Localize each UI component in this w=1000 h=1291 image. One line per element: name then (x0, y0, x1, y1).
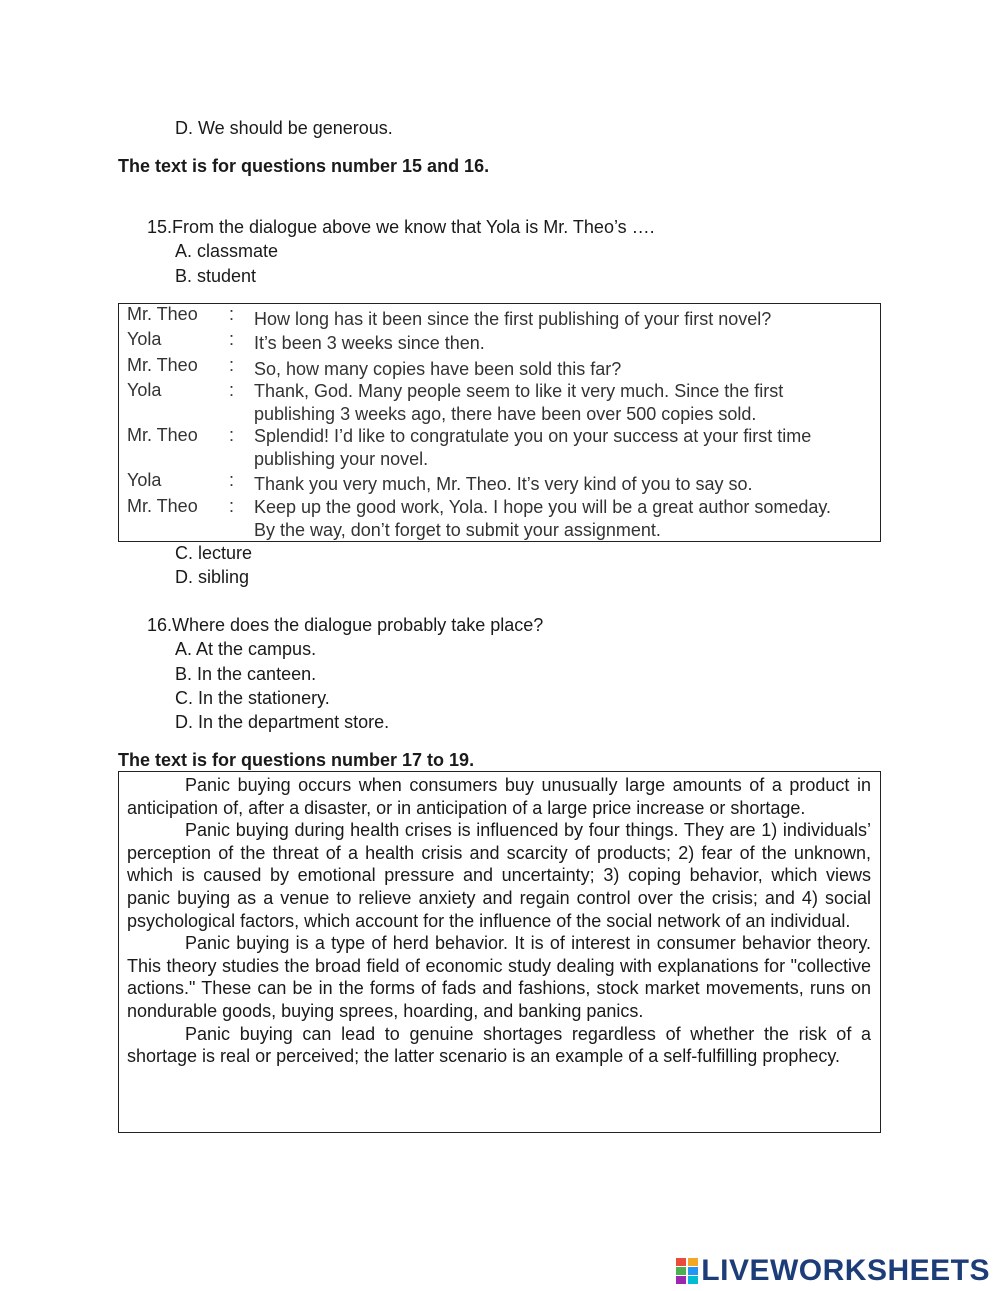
reading-passage-box (118, 771, 881, 1133)
dialogue-colon: : (229, 496, 235, 516)
dialogue-speaker: Mr. Theo (127, 425, 198, 445)
dialogue-line: Splendid! I’d like to congratulate you on your success at your first time (254, 426, 812, 446)
dialogue-speaker: Yola (127, 329, 162, 349)
q15-stem: 15.From the dialogue above we know that Yola is Mr. Theo’s …. (147, 217, 655, 237)
reading-passage (127, 774, 871, 1068)
reading-paragraph: Panic buying can lead to genuine shortages regardless of whether the risk of a shortage is real or perceived; the latter scenario is an example of a self-fulfilling prophecy. (127, 1023, 871, 1067)
dialogue-colon: : (229, 304, 235, 324)
dialogue-speaker: Mr. Theo (127, 496, 198, 516)
dialogue-box (118, 303, 881, 542)
reading-paragraph: Panic buying is a type of herd behavior. It is of interest in consumer behavior theory. This theory studies the broad field of economic study dealing with explanations for "collective actions." These can be in the forms of fads and fashions, stock market movements, runs on nondurable goods, buying sprees, hoarding, and banking panics. (127, 933, 871, 1021)
dialogue-speaker: Yola (127, 470, 162, 490)
reading-paragraph: Panic buying during health crises is influenced by four things. They are 1) individuals’ perception of the threat of a health crisis and scarcity of products; 2) fear of the unknown, which is caused by emotional pressure and uncertainty; 3) coping behavior, which views panic buying as a venue to relieve anxiety and regain control over the crisis; and 4) social psychological factors, which account for the influence of the social network of an individual. (127, 820, 871, 931)
q15-option-a: A. classmate (175, 241, 279, 261)
dialogue-line: Keep up the good work, Yola. I hope you will be a great author someday. (254, 497, 832, 517)
section-heading-15-16: The text is for questions number 15 and 16. (118, 156, 490, 176)
liveworksheets-logo-text: LIVEWORKSHEETS (701, 1254, 990, 1287)
dialogue-line: Thank, God. Many people seem to like it very much. Since the first (254, 381, 784, 401)
dialogue-line: It’s been 3 weeks since then. (254, 333, 485, 353)
q16-option-c: C. In the stationery. (175, 688, 330, 708)
q16-option-b: B. In the canteen. (175, 664, 317, 684)
dialogue-speaker: Mr. Theo (127, 304, 198, 324)
dialogue-colon: : (229, 329, 235, 349)
dialogue-line: publishing your novel. (254, 449, 429, 469)
dialogue-colon: : (229, 425, 235, 445)
dialogue-speaker: Yola (127, 380, 162, 400)
dialogue-colon: : (229, 380, 235, 400)
q14-option-d: D. We should be generous. (175, 118, 393, 138)
liveworksheets-logo-icon (676, 1258, 698, 1284)
dialogue-line: How long has it been since the first publishing of your first novel? (254, 309, 772, 329)
dialogue-line: Thank you very much, Mr. Theo. It’s very kind of you to say so. (254, 474, 753, 494)
dialogue-speaker: Mr. Theo (127, 355, 198, 375)
dialogue-line: So, how many copies have been sold this far? (254, 359, 622, 379)
dialogue-colon: : (229, 355, 235, 375)
dialogue-line: By the way, don’t forget to submit your assignment. (254, 520, 661, 540)
q16-option-a: A. At the campus. (175, 639, 317, 659)
q15-option-d: D. sibling (175, 567, 250, 587)
dialogue-line: publishing 3 weeks ago, there have been over 500 copies sold. (254, 404, 757, 424)
q15-option-b: B. student (175, 266, 257, 286)
q16-option-d: D. In the department store. (175, 712, 390, 732)
q16-stem: 16.Where does the dialogue probably take place? (147, 615, 544, 635)
reading-paragraph: Panic buying occurs when consumers buy unusually large amounts of a product in anticipation of, after a disaster, or in anticipation of a large price increase or shortage. (127, 775, 871, 818)
section-heading-17-19: The text is for questions number 17 to 19. (118, 750, 475, 770)
liveworksheets-logo (676, 1254, 990, 1288)
q15-option-c: C. lecture (175, 543, 253, 563)
dialogue-colon: : (229, 470, 235, 490)
